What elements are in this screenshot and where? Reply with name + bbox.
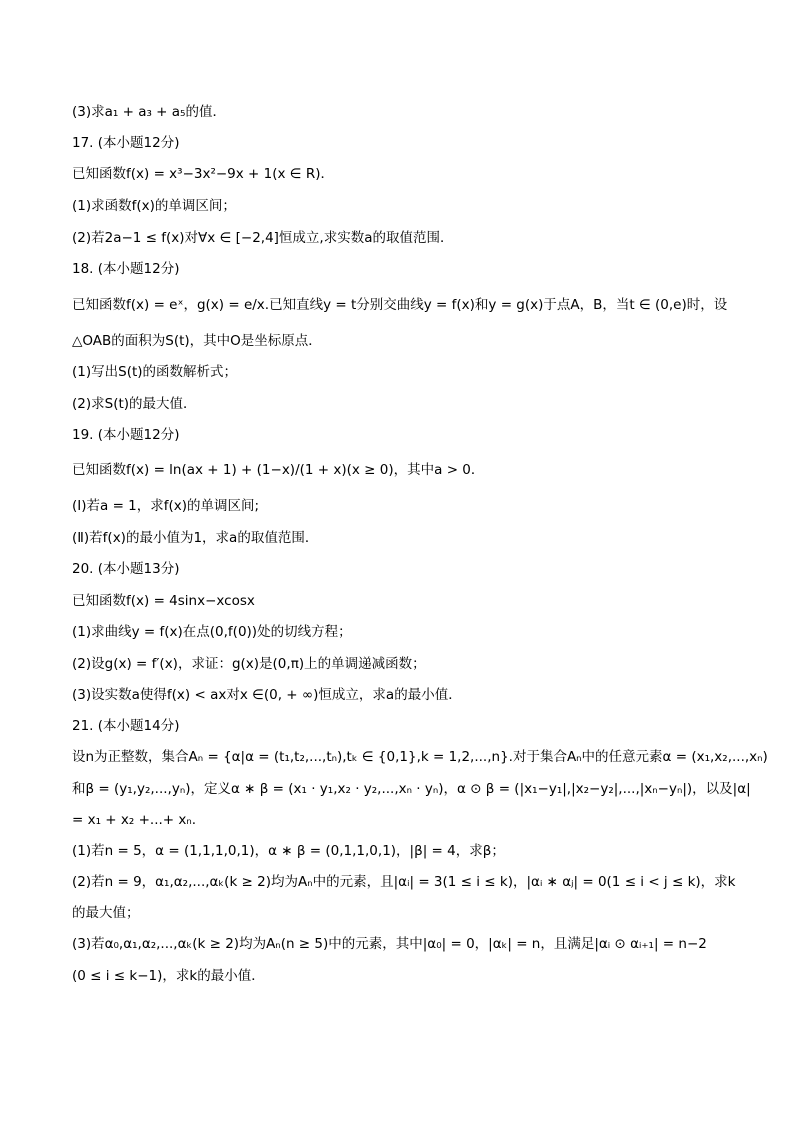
problem-18-part-1: (1)写出S(t)的函数解析式； [72, 364, 238, 380]
problem-17-part-1: (1)求函数f(x)的单调区间； [72, 198, 236, 214]
problem-21-part-3-line-2: (0 ≤ i ≤ k−1)，求k的最小值． [72, 968, 265, 984]
problem-17-statement: 已知函数f(x) = x³−3x²−9x + 1(x ∈ R)． [72, 166, 334, 182]
problem-21-part-3-line-1: (3)若α₀,α₁,α₂,...,αₖ(k ≥ 2)均为Aₙ(n ≥ 5)中的元素，其中|α₀| = 0，|αₖ| = n，且满足|αᵢ ⊙ αᵢ₊₁| = n−2 [72, 936, 707, 952]
problem-19-statement: 已知函数f(x) = ln(ax + 1) + (1−x)/(1 + x)(x ≥ 0)，其中a > 0． [72, 462, 485, 478]
problem-21-statement-line-3: = x₁ + x₂ +...+ xₙ. [72, 812, 197, 828]
problem-18-statement-line-1: 已知函数f(x) = eˣ，g(x) = e/x.已知直线y = t分别交曲线y = f(x)和y = g(x)于点A，B，当t ∈ (0,e)时，设 [72, 297, 728, 313]
problem-20-part-3: (3)设实数a使得f(x) < ax对x ∈(0, + ∞)恒成立，求a的最小值． [72, 687, 462, 703]
problem-19-part-1: (Ⅰ)若a = 1，求f(x)的单调区间; [72, 498, 260, 514]
problem-17-part-2: (2)若2a−1 ≤ f(x)对∀x ∈ [−2,4]恒成立,求实数a的取值范围． [72, 230, 454, 246]
problem-20-part-1: (1)求曲线y = f(x)在点(0,f(0))处的切线方程； [72, 624, 352, 640]
problem-19-part-2: (Ⅱ)若f(x)的最小值为1，求a的取值范围． [72, 530, 319, 546]
problem-19-heading: 19. (本小题12分) [72, 427, 180, 443]
problem-20-part-2: (2)设g(x) = f′(x)，求证：g(x)是(0,π)上的单调递减函数； [72, 656, 426, 672]
problem-18-part-2: (2)求S(t)的最大值． [72, 396, 197, 412]
problem-18-heading: 18. (本小题12分) [72, 261, 180, 277]
problem-21-part-1: (1)若n = 5，α = (1,1,1,0,1)，α ∗ β = (0,1,1,0,1)，|β| = 4，求β； [72, 843, 505, 859]
problem-20-heading: 20. (本小题13分) [72, 561, 180, 577]
problem-21-statement-line-2: 和β = (y₁,y₂,...,yₙ)，定义α ∗ β = (x₁ · y₁,x₂ · y₂,...,xₙ · yₙ)，α ⊙ β = (|x₁−y₁|,|x₂−y₂|,...,|xₙ−yₙ|)，以及|α| [72, 781, 751, 797]
problem-21-statement-line-1: 设n为正整数，集合Aₙ = {α|α = (t₁,t₂,...,tₙ),tₖ ∈ {0,1},k = 1,2,...,n}.对于集合Aₙ中的任意元素α = (x₁,x₂,...,xₙ) [72, 749, 768, 765]
problem-17-heading: 17. (本小题12分) [72, 135, 180, 151]
problem-16-part-3: (3)求a₁ + a₃ + a₅的值． [72, 104, 226, 120]
problem-21-heading: 21. (本小题14分) [72, 718, 180, 734]
problem-20-statement: 已知函数f(x) = 4sinx−xcosx [72, 593, 255, 609]
problem-21-part-2-line-2: 的最大值； [72, 905, 140, 921]
problem-18-statement-line-2: △OAB的面积为S(t)，其中O是坐标原点． [72, 333, 322, 349]
problem-21-part-2-line-1: (2)若n = 9，α₁,α₂,...,αₖ(k ≥ 2)均为Aₙ中的元素，且|αᵢ| = 3(1 ≤ i ≤ k)，|αᵢ ∗ αⱼ| = 0(1 ≤ i < j ≤ k)，求k [72, 874, 736, 890]
